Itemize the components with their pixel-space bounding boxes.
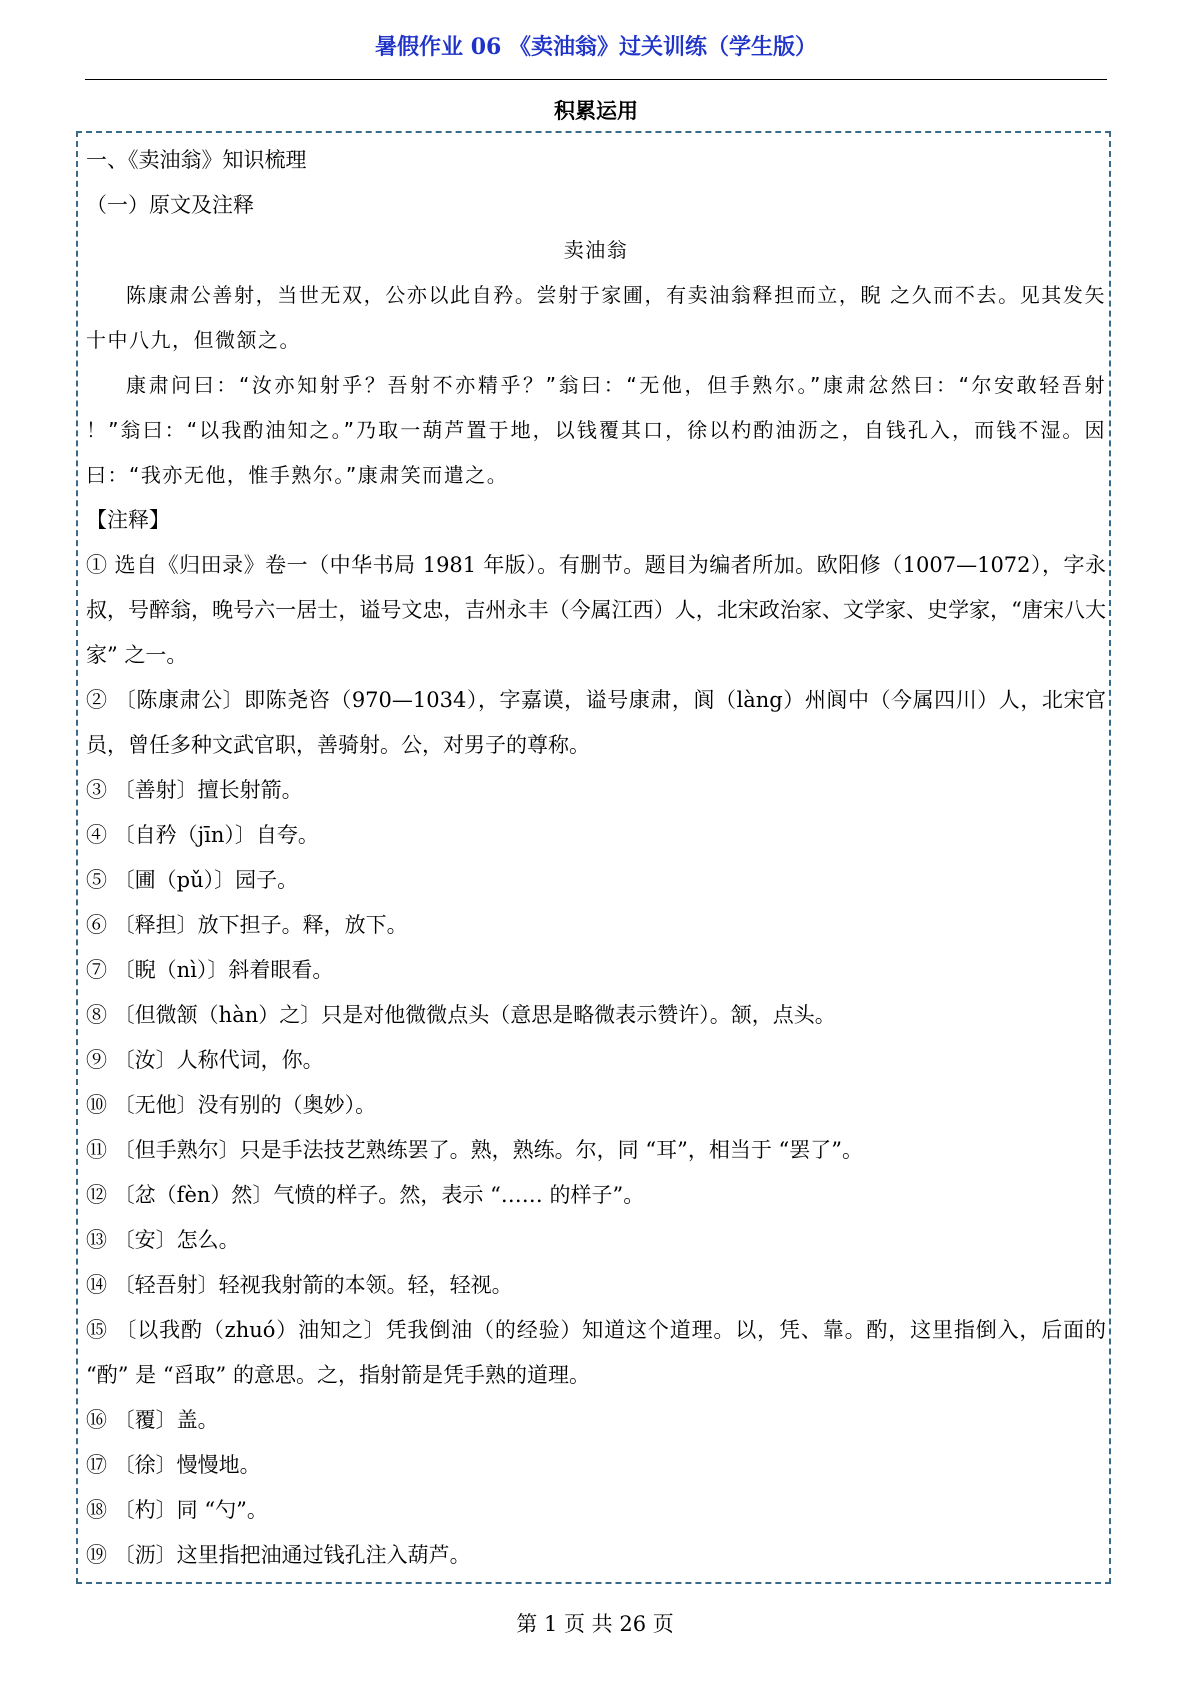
note-item: ⑲ 〔沥〕这里指把油通过钱孔注入葫芦。 (86, 1543, 471, 1567)
note-item: ① 选自《归田录》卷一（中华书局 1981 年版）。有删节。题目为编者所加。欧阳修（1007—1072），字永叔，号醉翁，晚号六一居士，谥号文忠，吉州永丰（今属江西）人，北宋政治家、文学家、史学家，“唐宋八大家” 之一。 (86, 553, 1106, 667)
note-item: ⑮ 〔以我酌（zhuó）油知之〕凭我倒油（的经验）知道这个道理。以，凭、靠。酌，这里指倒入，后面的 “酌” 是 “舀取” 的意思。之，指射箭是凭手熟的道理。 (86, 1318, 1106, 1387)
content-area (86, 138, 1106, 1578)
note-item: ⑩ 〔无他〕没有别的（奥妙）。 (86, 1093, 377, 1117)
note-item: ⑤ 〔圃（pǔ）〕园子。 (86, 868, 299, 892)
text-title: 卖油翁 (563, 238, 629, 262)
note-item: ⑪ 〔但手熟尔〕只是手法技艺熟练罢了。熟，熟练。尔，同 “耳”，相当于 “罢了”。 (86, 1138, 863, 1162)
note-item: ⑥ 〔释担〕放下担子。释，放下。 (86, 913, 408, 937)
note-item: ⑦ 〔睨（nì）〕斜着眼看。 (86, 958, 334, 982)
note-item: ② 〔陈康肃公〕即陈尧咨（970—1034），字嘉谟，谥号康肃，阆（làng）州阆中（今属四川）人，北宋官员，曾任多种文武官职，善骑射。公，对男子的尊称。 (86, 688, 1106, 757)
document-header-title: 暑假作业 06 《卖油翁》过关训练（学生版） (375, 34, 817, 60)
note-item: ⑯ 〔覆〕盖。 (86, 1408, 219, 1432)
note-item: ③ 〔善射〕擅长射箭。 (86, 778, 303, 802)
original-text-paragraph: 陈康肃公善射，当世无双，公亦以此自矜。尝射于家圃，有卖油翁释担而立，睨 之久而不去。见其发矢十中八九，但微颔之。 (86, 283, 1106, 352)
header-divider (85, 79, 1107, 80)
section-title: 积累运用 (554, 98, 638, 123)
notes-label: 【注释】 (86, 508, 170, 532)
note-item: ⑰ 〔徐〕慢慢地。 (86, 1453, 261, 1477)
note-item: ④ 〔自矜（jīn）〕自夸。 (86, 823, 319, 847)
note-item: ⑬ 〔安〕怎么。 (86, 1228, 240, 1252)
part-heading: 一、《卖油翁》知识梳理 (86, 148, 307, 172)
page-number-footer: 第 1 页 共 26 页 (516, 1612, 674, 1636)
original-text-paragraph: 康肃问曰：“汝亦知射乎？吾射不亦精乎？”翁曰：“无他，但手熟尔。”康肃忿然曰：“尔安敢轻吾射 ！”翁曰：“以我酌油知之。”乃取一葫芦置于地，以钱覆其口，徐以杓酌油沥之，自钱孔入，而钱不湿。因曰：“我亦无他，惟手熟尔。”康肃笑而遣之。 (86, 373, 1106, 487)
note-item: ⑨ 〔汝〕人称代词，你。 (86, 1048, 324, 1072)
note-item: ⑧ 〔但微颔（hàn）之〕只是对他微微点头（意思是略微表示赞许）。颔，点头。 (86, 1003, 836, 1027)
note-item: ⑭ 〔轻吾射〕轻视我射箭的本领。轻，轻视。 (86, 1273, 513, 1297)
note-item: ⑱ 〔杓〕同 “勺”。 (86, 1498, 268, 1522)
note-item: ⑫ 〔忿（fèn）然〕气愤的样子。然，表示 “…… 的样子”。 (86, 1183, 645, 1207)
part-subheading: （一）原文及注释 (86, 193, 254, 217)
